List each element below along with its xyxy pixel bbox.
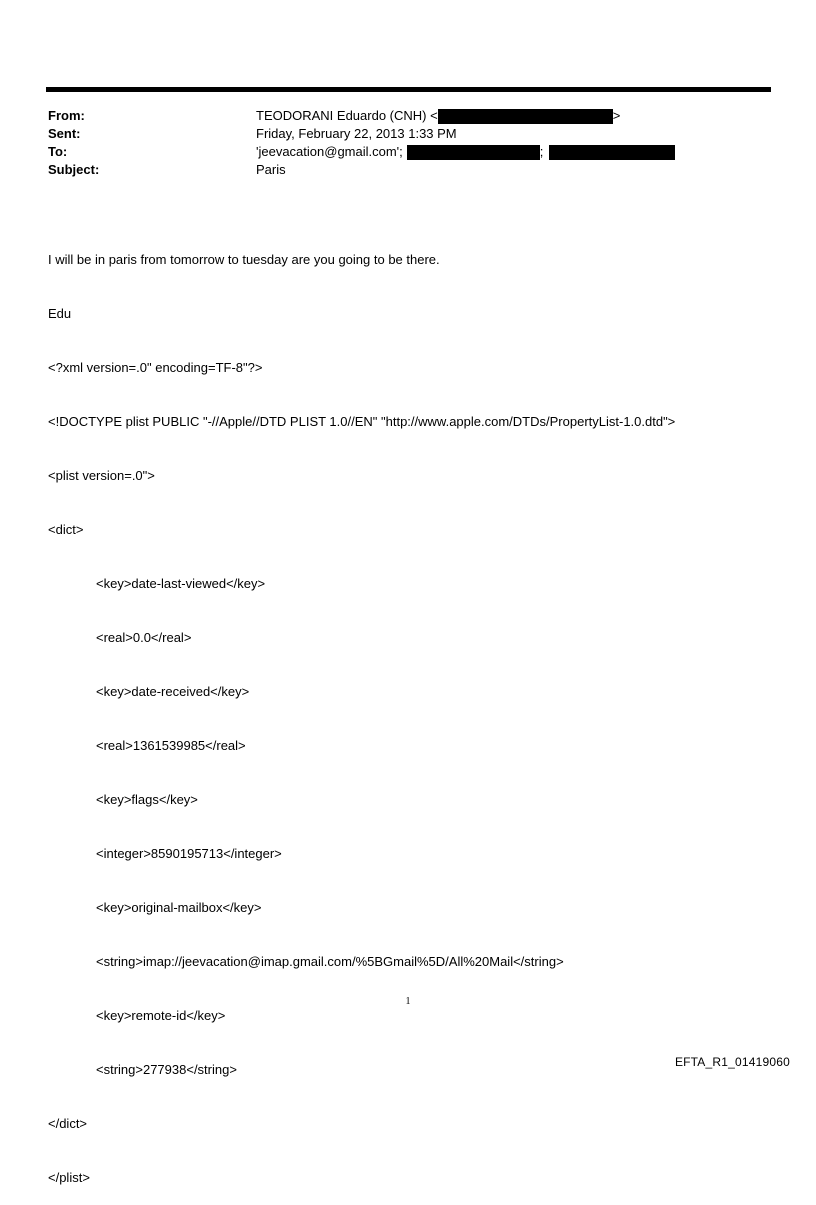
- sent-value: Friday, February 22, 2013 1:33 PM: [256, 126, 457, 141]
- email-header: [48, 107, 770, 179]
- from-value: [256, 107, 620, 125]
- page-number: 1: [405, 996, 411, 1007]
- redaction-block: [407, 145, 540, 160]
- body-line: <real>1361539985</real>: [96, 738, 246, 753]
- sent-row: [48, 125, 770, 143]
- subject-value: Paris: [256, 162, 286, 177]
- body-line: <key>date-last-viewed</key>: [96, 576, 266, 591]
- email-body: [48, 215, 773, 1205]
- to-separator: ;: [539, 144, 544, 159]
- to-address: 'jeevacation@gmail.com';: [256, 144, 403, 159]
- subject-row: [48, 161, 770, 179]
- to-row: [48, 143, 770, 161]
- body-line: I will be in paris from tomorrow to tuesday are you going to be there.: [48, 252, 440, 267]
- from-close: >: [612, 108, 621, 123]
- from-row: [48, 107, 770, 125]
- sent-label: Sent:: [48, 126, 81, 141]
- body-line: <string>imap://jeevacation@imap.gmail.com/%5BGmail%5D/All%20Mail</string>: [96, 954, 564, 969]
- redaction-block: [438, 109, 613, 124]
- redaction-block: [549, 145, 675, 160]
- body-line: <key>flags</key>: [96, 792, 198, 807]
- body-line: <string>277938</string>: [96, 1062, 237, 1077]
- body-line: <key>date-received</key>: [96, 684, 250, 699]
- body-line: </plist>: [48, 1170, 90, 1185]
- to-label: To:: [48, 144, 68, 159]
- body-line: <real>0.0</real>: [96, 630, 192, 645]
- header-rule: [46, 87, 771, 92]
- body-line: <!DOCTYPE plist PUBLIC "-//Apple//DTD PLIST 1.0//EN" "http://www.apple.com/DTDs/PropertyList-1.0.dtd">: [48, 414, 676, 429]
- subject-label: Subject:: [48, 162, 100, 177]
- to-value: [256, 143, 675, 161]
- body-line: <integer>8590195713</integer>: [96, 846, 282, 861]
- body-line: <dict>: [48, 522, 84, 537]
- body-line: <?xml version=.0" encoding=TF-8"?>: [48, 360, 263, 375]
- from-name: TEODORANI Eduardo (CNH) <: [256, 108, 438, 123]
- from-label: From:: [48, 108, 85, 123]
- body-line: <plist version=.0">: [48, 468, 155, 483]
- body-line: <key>remote-id</key>: [96, 1008, 226, 1023]
- body-line: <key>original-mailbox</key>: [96, 900, 262, 915]
- body-line: Edu: [48, 306, 72, 321]
- body-line: </dict>: [48, 1116, 88, 1131]
- document-id: EFTA_R1_01419060: [674, 1055, 790, 1069]
